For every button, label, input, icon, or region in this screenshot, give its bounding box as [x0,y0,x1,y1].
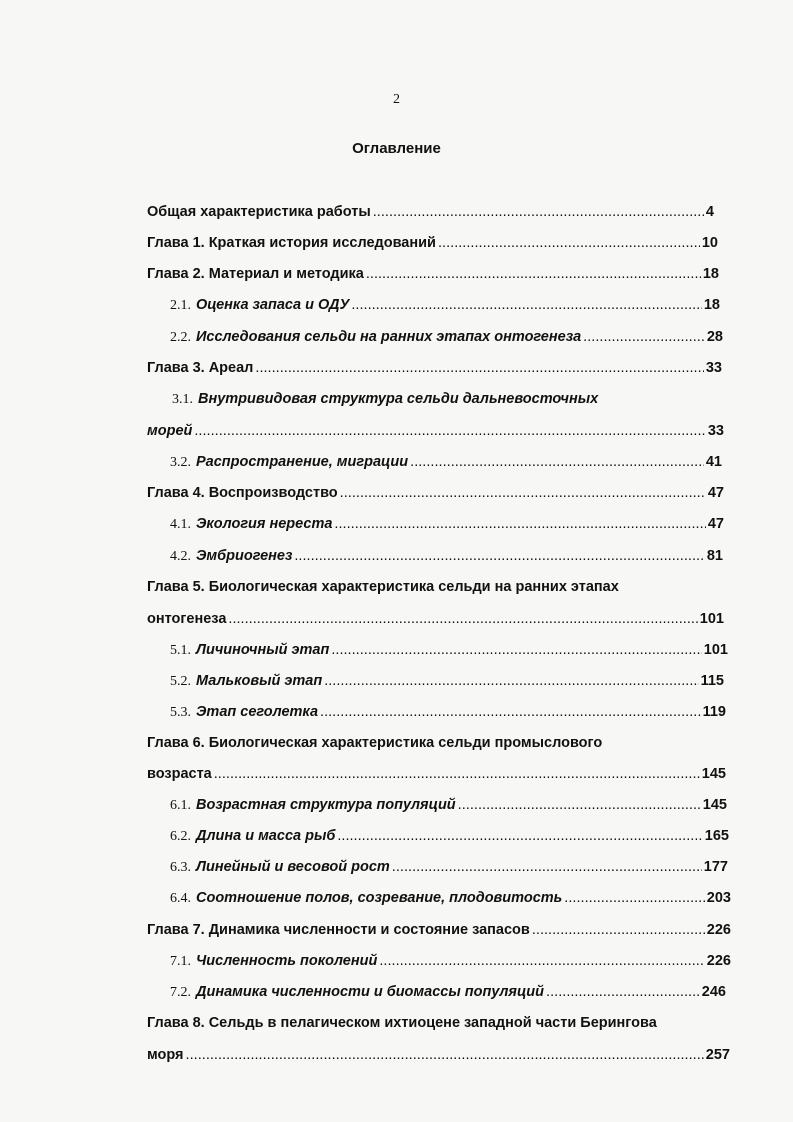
toc-entry[interactable] [147,609,724,629]
toc-section-number: 4.1. [170,517,191,532]
toc-entry-title-continued[interactable]: моря [147,1047,184,1063]
toc-entry-title[interactable]: Линейный и весовой рост [196,859,390,875]
toc-entry-title[interactable]: Численность поколений [196,953,378,969]
toc-entry[interactable] [170,888,731,908]
dot-leader [379,951,704,971]
toc-entry[interactable] [170,640,728,660]
toc-section-number: 4.2. [170,549,191,564]
toc-entry[interactable] [147,358,722,378]
toc-entry-line [147,1013,657,1033]
toc-page-number[interactable]: 101 [703,642,728,658]
toc-entry-title[interactable]: Распространение, миграции [196,454,409,470]
dot-leader [438,233,700,253]
toc-section-number: 5.1. [170,643,191,658]
toc-page-number[interactable]: 177 [703,859,728,875]
toc-entry-title[interactable]: Этап сеголетка [196,704,319,720]
toc-entry-line [147,733,602,753]
toc-entry-title[interactable]: Возрастная структура популяций [196,797,456,813]
dot-leader [228,609,697,629]
toc-page-number[interactable]: 18 [703,297,720,313]
toc-entry-title-continued[interactable]: онтогенеза [147,611,227,627]
toc-entry-title[interactable]: Мальковый этап [196,673,323,689]
toc-entry[interactable] [147,764,726,784]
dot-leader [294,546,704,566]
toc-entry[interactable] [170,514,724,534]
toc-entry[interactable] [170,452,722,472]
dot-leader [532,920,705,940]
dot-leader [214,764,700,784]
toc-entry[interactable] [147,1045,730,1065]
toc-entry-title[interactable]: Оценка запаса и ОДУ [196,297,350,313]
dot-leader [373,202,704,222]
toc-entry[interactable] [147,264,719,284]
toc-section-number: 5.3. [170,705,191,720]
toc-page-number[interactable]: 257 [705,1047,730,1063]
toc-entry[interactable] [170,951,731,971]
toc-page-number[interactable]: 81 [706,548,723,564]
toc-entry-title-continued[interactable]: возраста [147,766,212,782]
toc-title: Оглавление [352,140,441,157]
toc-entry-title[interactable]: Соотношение полов, созревание, плодовитость [196,890,563,906]
toc-entry-title[interactable]: Глава 5. Биологическая характеристика сельди на ранних этапах [147,579,619,595]
toc-page-number[interactable]: 33 [705,360,722,376]
toc-page-number[interactable]: 119 [702,704,726,720]
toc-section-number: 6.4. [170,891,191,906]
toc-entry[interactable] [147,421,724,441]
toc-entry[interactable] [170,295,720,315]
toc-entry-title[interactable]: Внутривидовая структура сельди дальневосточных [198,391,599,407]
toc-entry[interactable] [170,826,729,846]
toc-entry-title[interactable]: Глава 7. Динамика численности и состояние запасов [147,922,530,938]
toc-page-number[interactable]: 165 [704,828,729,844]
toc-entry[interactable] [147,202,714,222]
toc-section-number: 5.2. [170,674,191,689]
dot-leader [458,795,701,815]
dot-leader [324,671,698,691]
toc-page-number[interactable]: 41 [705,454,722,470]
dot-leader [351,295,702,315]
toc-entry-title[interactable]: Динамика численности и биомассы популяций [196,984,545,1000]
dot-leader [186,1045,704,1065]
toc-section-number: 2.1. [170,298,191,313]
dot-leader [255,358,703,378]
toc-entry-title[interactable]: Глава 2. Материал и методика [147,266,364,282]
toc-section-number: 2.2. [170,330,191,345]
dot-leader [340,483,706,503]
dot-leader [366,264,701,284]
toc-entry[interactable] [147,920,731,940]
dot-leader [583,327,705,347]
toc-entry-title[interactable]: Глава 4. Воспроизводство [147,485,338,501]
dot-leader [331,640,701,660]
toc-section-number: 6.3. [170,860,191,875]
toc-entry-line [172,389,598,409]
toc-page-number[interactable]: 115 [700,673,724,689]
toc-section-number: 3.2. [170,455,191,470]
toc-page-number[interactable]: 18 [702,266,719,282]
dot-leader [546,982,700,1002]
dot-leader [194,421,705,441]
toc-page-number[interactable]: 246 [701,984,726,1000]
toc-entry-title[interactable]: Глава 1. Краткая история исследований [147,235,436,251]
toc-page-number[interactable]: 33 [707,423,724,439]
toc-page-number[interactable]: 101 [699,611,724,627]
toc-entry-title-continued[interactable]: морей [147,423,193,439]
toc-entry-title[interactable]: Длина и масса рыб [196,828,336,844]
toc-entry-title[interactable]: Личиночный этап [196,642,330,658]
toc-page-number[interactable]: 4 [705,204,714,220]
dot-leader [320,702,701,722]
toc-entry-title[interactable]: Эмбриогенез [196,548,293,564]
dot-leader [334,514,705,534]
toc-page-number[interactable]: 145 [702,797,727,813]
toc-entry[interactable] [170,327,723,347]
toc-entry[interactable] [170,857,728,877]
toc-entry[interactable] [147,233,718,253]
toc-page-number[interactable]: 47 [707,485,724,501]
toc-section-number: 7.2. [170,985,191,1000]
toc-entry-title[interactable]: Глава 6. Биологическая характеристика сельди промыслового [147,735,603,751]
toc-section-number: 6.1. [170,798,191,813]
toc-entry[interactable] [170,795,727,815]
toc-page-number[interactable]: 10 [701,235,718,251]
toc-entry-title[interactable]: Экология нереста [196,516,333,532]
toc-page-number[interactable]: 226 [706,953,731,969]
toc-entry-line [147,577,619,597]
toc-entry[interactable] [170,982,726,1002]
toc-entry-title[interactable]: Глава 3. Ареал [147,360,254,376]
toc-entry[interactable] [170,702,726,722]
dot-leader [410,452,704,472]
toc-section-number: 6.2. [170,829,191,844]
toc-entry[interactable] [170,546,723,566]
toc-page-number[interactable]: 145 [701,766,726,782]
dot-leader [337,826,702,846]
toc-entry[interactable] [147,483,724,503]
toc-page-number[interactable]: 28 [706,329,723,345]
toc-section-number: 7.1. [170,954,191,969]
toc-page-number[interactable]: 47 [707,516,724,532]
toc-section-number: 3.1. [172,392,193,407]
toc-page-number[interactable]: 226 [706,922,731,938]
toc-entry-title[interactable]: Исследования сельди на ранних этапах онтогенеза [196,329,582,345]
toc-entry-title[interactable]: Глава 8. Сельдь в пелагическом ихтиоцене западной части Берингова [147,1015,657,1031]
toc-page-number[interactable]: 203 [706,890,731,906]
dot-leader [392,857,702,877]
toc-entry-title[interactable]: Общая характеристика работы [147,204,371,220]
dot-leader [564,888,705,908]
toc-entry[interactable] [170,671,724,691]
page-number: 2 [393,92,400,107]
